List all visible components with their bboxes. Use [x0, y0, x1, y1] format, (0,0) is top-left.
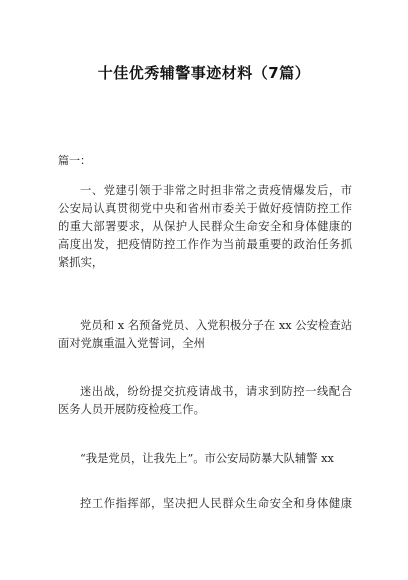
paragraph-line: 一、党建引领于非常之时担非常之责疫情爆发后，市 [80, 184, 352, 197]
paragraph-line: 紧抓实， [58, 256, 104, 269]
paragraph-line: 面对党旗重温入党誓词，全州 [58, 337, 205, 350]
document-title: 十佳优秀辅警事迹材料（7篇） [97, 64, 311, 82]
paragraph-line: 公安局认真贯彻党中央和省州市委关于做好疫情防控工作 [58, 202, 352, 215]
section-label: 篇一： [58, 154, 91, 167]
paragraph-line: 高度出发，把疫情防控工作作为当前最重要的政治任务抓 [58, 238, 352, 251]
paragraph-2 [58, 317, 352, 353]
paragraph-line: “我是党员，让我先上”。市公安局防暴大队辅警 xx [80, 452, 334, 465]
paragraph-line: 控工作指挥部，坚决把人民群众生命安全和身体健康 [80, 497, 352, 510]
paragraph-3 [58, 383, 352, 419]
paragraph-line: 党员和 x 名预备党员、入党积极分子在 xx 公安检查站 [80, 319, 352, 332]
paragraph-line: 医务人员开展防疫检疫工作。 [58, 403, 205, 416]
paragraph-1 [58, 182, 352, 272]
paragraph-line: 的重大部署要求，从保护人民群众生命安全和身体健康的 [58, 220, 352, 233]
paragraph-line: 迷出战，纷纷提交抗疫请战书，请求到防控一线配合 [80, 385, 352, 398]
paragraph-5 [58, 495, 352, 513]
paragraph-4 [58, 450, 352, 468]
